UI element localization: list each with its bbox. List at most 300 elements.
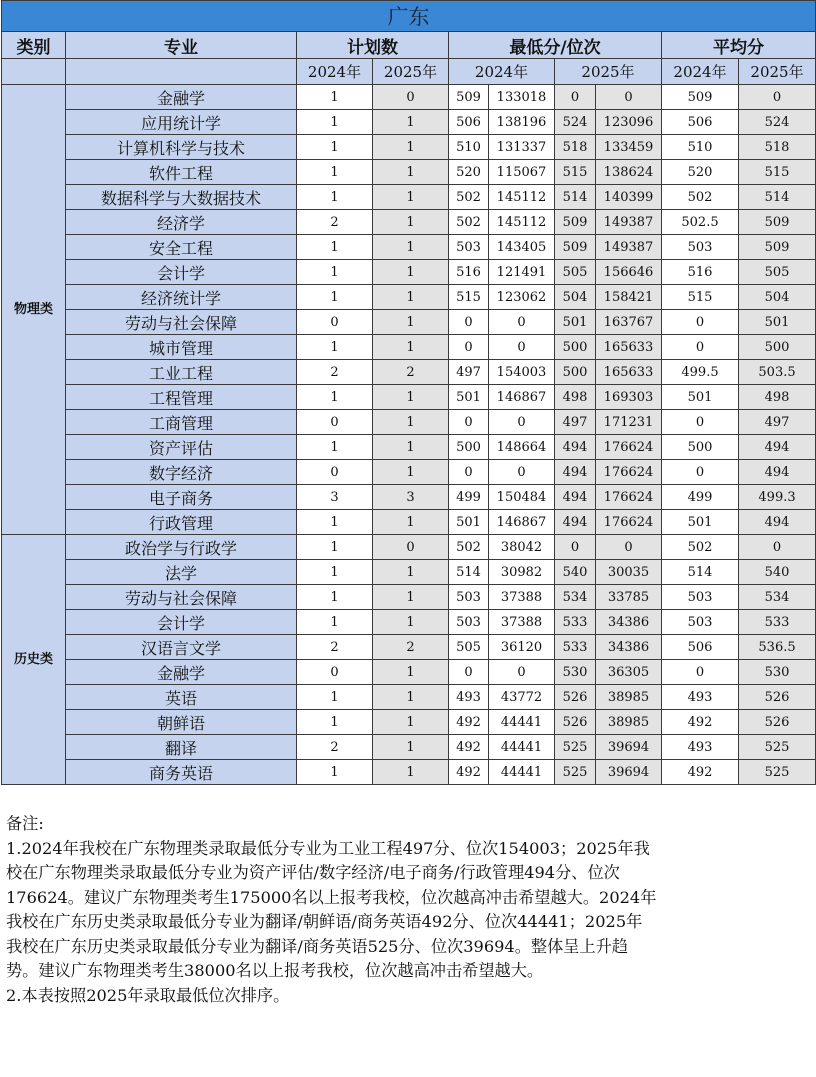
cell-plan-2025: 1 [373, 560, 449, 585]
header-min-score-rank: 最低分/位次 [449, 32, 662, 59]
cell-plan-2024: 0 [297, 310, 373, 335]
table-row [2, 260, 816, 285]
cell-min-score-2024: 0 [449, 335, 489, 360]
cell-min-rank-2025: 176624 [596, 510, 662, 535]
table-row [2, 185, 816, 210]
cell-plan-2025: 1 [373, 460, 449, 485]
cell-min-rank-2024: 138196 [489, 110, 555, 135]
cell-avg-2024: 0 [662, 310, 739, 335]
cell-plan-2024: 2 [297, 635, 373, 660]
cell-plan-2024: 1 [297, 585, 373, 610]
cell-major: 金融学 [66, 85, 297, 110]
table-title: 广东 [2, 1, 816, 32]
cell-min-score-2025: 494 [555, 460, 596, 485]
cell-avg-2024: 493 [662, 685, 739, 710]
table-row [2, 285, 816, 310]
cell-min-score-2024: 505 [449, 635, 489, 660]
cell-major: 英语 [66, 685, 297, 710]
cell-min-rank-2024: 145112 [489, 185, 555, 210]
cell-plan-2025: 2 [373, 635, 449, 660]
cell-major: 经济学 [66, 210, 297, 235]
cell-min-score-2024: 497 [449, 360, 489, 385]
cell-avg-2024: 514 [662, 560, 739, 585]
header-category: 类别 [2, 32, 66, 59]
cell-min-rank-2024: 0 [489, 660, 555, 685]
cell-min-score-2024: 0 [449, 410, 489, 435]
table-row [2, 160, 816, 185]
cell-min-rank-2024: 145112 [489, 210, 555, 235]
cell-plan-2024: 1 [297, 160, 373, 185]
cell-major: 数据科学与大数据技术 [66, 185, 297, 210]
cell-min-score-2024: 503 [449, 610, 489, 635]
cell-min-rank-2024: 0 [489, 310, 555, 335]
notes-line: 校在广东物理类录取最低分专业为资产评估/数字经济/电子商务/行政管理494分、位次 [6, 863, 620, 882]
category-cell: 物理类 [2, 85, 66, 535]
cell-plan-2024: 2 [297, 210, 373, 235]
cell-min-score-2025: 498 [555, 385, 596, 410]
cell-min-score-2025: 509 [555, 235, 596, 260]
cell-avg-2025: 501 [739, 310, 816, 335]
cell-min-score-2025: 515 [555, 160, 596, 185]
cell-avg-2024: 515 [662, 285, 739, 310]
header-major: 专业 [66, 32, 297, 59]
cell-avg-2024: 502 [662, 535, 739, 560]
table-row [2, 710, 816, 735]
subheader-blank [66, 59, 297, 85]
cell-plan-2025: 1 [373, 385, 449, 410]
cell-min-score-2025: 497 [555, 410, 596, 435]
cell-min-rank-2024: 30982 [489, 560, 555, 585]
cell-avg-2024: 499.5 [662, 360, 739, 385]
cell-min-score-2024: 502 [449, 185, 489, 210]
cell-avg-2025: 526 [739, 685, 816, 710]
cell-avg-2025: 497 [739, 410, 816, 435]
cell-min-score-2024: 509 [449, 85, 489, 110]
notes-line: 我校在广东历史类录取最低分专业为翻译/商务英语525分、位次39694。整体呈上升趋 [6, 936, 629, 956]
cell-major: 法学 [66, 560, 297, 585]
cell-min-score-2024: 514 [449, 560, 489, 585]
cell-min-rank-2025: 176624 [596, 435, 662, 460]
cell-min-rank-2024: 36120 [489, 635, 555, 660]
cell-min-rank-2024: 0 [489, 335, 555, 360]
cell-avg-2024: 0 [662, 660, 739, 685]
cell-min-rank-2024: 154003 [489, 360, 555, 385]
cell-min-score-2024: 503 [449, 585, 489, 610]
cell-avg-2025: 494 [739, 435, 816, 460]
cell-min-score-2025: 500 [555, 335, 596, 360]
cell-plan-2024: 0 [297, 660, 373, 685]
cell-major: 计算机科学与技术 [66, 135, 297, 160]
table-body [2, 1, 816, 785]
cell-avg-2025: 500 [739, 335, 816, 360]
cell-min-rank-2024: 121491 [489, 260, 555, 285]
cell-avg-2024: 506 [662, 635, 739, 660]
cell-min-score-2024: 0 [449, 460, 489, 485]
cell-min-score-2024: 501 [449, 510, 489, 535]
header-row [2, 32, 816, 59]
cell-min-rank-2025: 123096 [596, 110, 662, 135]
cell-min-score-2024: 492 [449, 710, 489, 735]
cell-min-rank-2024: 131337 [489, 135, 555, 160]
cell-min-score-2024: 499 [449, 485, 489, 510]
cell-min-rank-2024: 37388 [489, 585, 555, 610]
cell-min-rank-2025: 149387 [596, 210, 662, 235]
cell-avg-2024: 0 [662, 335, 739, 360]
cell-plan-2024: 0 [297, 460, 373, 485]
cell-min-score-2025: 533 [555, 635, 596, 660]
cell-plan-2024: 2 [297, 735, 373, 760]
cell-min-score-2025: 0 [555, 85, 596, 110]
cell-avg-2024: 503 [662, 235, 739, 260]
cell-min-rank-2025: 165633 [596, 360, 662, 385]
cell-min-rank-2025: 171231 [596, 410, 662, 435]
cell-avg-2025: 498 [739, 385, 816, 410]
cell-min-score-2024: 502 [449, 210, 489, 235]
notes-line: 势。建议广东物理类考生38000名以上报考我校，位次越高冲击希望越大。 [6, 961, 544, 980]
cell-avg-2024: 503 [662, 585, 739, 610]
cell-plan-2025: 1 [373, 135, 449, 160]
cell-plan-2024: 1 [297, 285, 373, 310]
cell-avg-2025: 530 [739, 660, 816, 685]
cell-min-rank-2025: 0 [596, 85, 662, 110]
cell-min-rank-2024: 133018 [489, 85, 555, 110]
cell-plan-2024: 1 [297, 560, 373, 585]
cell-avg-2025: 494 [739, 510, 816, 535]
cell-min-score-2024: 493 [449, 685, 489, 710]
cell-avg-2025: 533 [739, 610, 816, 635]
cell-min-score-2025: 501 [555, 310, 596, 335]
cell-min-rank-2024: 38042 [489, 535, 555, 560]
table-row [2, 735, 816, 760]
cell-plan-2025: 1 [373, 760, 449, 785]
table-row [2, 385, 816, 410]
notes-line: 2.本表按照2025年录取最低位次排序。 [6, 985, 290, 1005]
table-row [2, 760, 816, 785]
table-row [2, 635, 816, 660]
cell-plan-2025: 1 [373, 335, 449, 360]
table-row [2, 135, 816, 160]
cell-min-rank-2024: 148664 [489, 435, 555, 460]
table-row [2, 460, 816, 485]
cell-min-rank-2025: 38985 [596, 710, 662, 735]
category-cell: 历史类 [2, 535, 66, 785]
cell-plan-2024: 1 [297, 85, 373, 110]
cell-min-rank-2024: 150484 [489, 485, 555, 510]
table-row [2, 410, 816, 435]
cell-avg-2024: 502 [662, 185, 739, 210]
cell-avg-2024: 503 [662, 610, 739, 635]
cell-min-rank-2024: 146867 [489, 385, 555, 410]
header-plan: 计划数 [297, 32, 449, 59]
cell-min-rank-2025: 163767 [596, 310, 662, 335]
table-row [2, 585, 816, 610]
cell-plan-2025: 1 [373, 110, 449, 135]
cell-major: 电子商务 [66, 485, 297, 510]
cell-plan-2024: 1 [297, 335, 373, 360]
cell-min-score-2025: 504 [555, 285, 596, 310]
cell-min-score-2024: 0 [449, 310, 489, 335]
admission-table [1, 0, 816, 785]
cell-plan-2025: 1 [373, 660, 449, 685]
cell-avg-2025: 509 [739, 235, 816, 260]
cell-plan-2025: 1 [373, 185, 449, 210]
cell-avg-2025: 526 [739, 710, 816, 735]
cell-min-score-2025: 0 [555, 535, 596, 560]
cell-min-score-2024: 506 [449, 110, 489, 135]
cell-major: 劳动与社会保障 [66, 310, 297, 335]
cell-min-score-2025: 526 [555, 710, 596, 735]
cell-major: 城市管理 [66, 335, 297, 360]
cell-min-rank-2025: 0 [596, 535, 662, 560]
cell-min-rank-2025: 176624 [596, 460, 662, 485]
cell-min-rank-2025: 36305 [596, 660, 662, 685]
cell-min-score-2024: 492 [449, 735, 489, 760]
subheader-plan-2025: 2025年 [373, 59, 449, 85]
cell-min-rank-2025: 140399 [596, 185, 662, 210]
cell-major: 汉语言文学 [66, 635, 297, 660]
cell-avg-2024: 500 [662, 435, 739, 460]
cell-major: 朝鲜语 [66, 710, 297, 735]
cell-min-score-2025: 505 [555, 260, 596, 285]
cell-min-rank-2024: 0 [489, 410, 555, 435]
cell-min-rank-2024: 146867 [489, 510, 555, 535]
cell-avg-2025: 534 [739, 585, 816, 610]
title-row [2, 1, 816, 32]
cell-plan-2025: 0 [373, 535, 449, 560]
cell-avg-2024: 516 [662, 260, 739, 285]
table-row [2, 660, 816, 685]
table-row [2, 510, 816, 535]
cell-avg-2025: 503.5 [739, 360, 816, 385]
cell-min-score-2025: 525 [555, 735, 596, 760]
cell-major: 资产评估 [66, 435, 297, 460]
cell-plan-2025: 1 [373, 510, 449, 535]
cell-min-score-2025: 524 [555, 110, 596, 135]
cell-plan-2024: 1 [297, 760, 373, 785]
cell-min-rank-2025: 34386 [596, 635, 662, 660]
cell-major: 翻译 [66, 735, 297, 760]
cell-min-rank-2024: 44441 [489, 760, 555, 785]
cell-min-rank-2024: 123062 [489, 285, 555, 310]
cell-min-rank-2025: 149387 [596, 235, 662, 260]
subheader-min-2024: 2024年 [449, 59, 555, 85]
table-row [2, 310, 816, 335]
cell-min-score-2024: 515 [449, 285, 489, 310]
table-row [2, 435, 816, 460]
cell-major: 行政管理 [66, 510, 297, 535]
cell-avg-2024: 0 [662, 410, 739, 435]
cell-min-score-2025: 526 [555, 685, 596, 710]
cell-plan-2024: 1 [297, 260, 373, 285]
cell-plan-2025: 0 [373, 85, 449, 110]
table-row [2, 235, 816, 260]
cell-min-score-2024: 520 [449, 160, 489, 185]
cell-plan-2024: 1 [297, 535, 373, 560]
cell-major: 劳动与社会保障 [66, 585, 297, 610]
subheader-row [2, 59, 816, 85]
cell-avg-2024: 0 [662, 460, 739, 485]
cell-plan-2024: 1 [297, 685, 373, 710]
cell-plan-2025: 1 [373, 685, 449, 710]
cell-min-score-2024: 516 [449, 260, 489, 285]
cell-major: 经济统计学 [66, 285, 297, 310]
cell-plan-2024: 1 [297, 435, 373, 460]
cell-min-rank-2025: 38985 [596, 685, 662, 710]
table-row [2, 360, 816, 385]
cell-major: 工业工程 [66, 360, 297, 385]
cell-plan-2025: 1 [373, 310, 449, 335]
cell-major: 金融学 [66, 660, 297, 685]
cell-plan-2024: 1 [297, 235, 373, 260]
cell-avg-2025: 499.3 [739, 485, 816, 510]
cell-plan-2024: 1 [297, 385, 373, 410]
cell-min-rank-2025: 34386 [596, 610, 662, 635]
notes-line: 1.2024年我校在广东物理类录取最低分专业为工业工程497分、位次154003；2025年我 [6, 838, 650, 858]
cell-min-score-2025: 500 [555, 360, 596, 385]
table-row [2, 210, 816, 235]
cell-avg-2024: 509 [662, 85, 739, 110]
cell-avg-2024: 492 [662, 760, 739, 785]
cell-plan-2024: 1 [297, 110, 373, 135]
cell-plan-2025: 1 [373, 585, 449, 610]
subheader-blank [2, 59, 66, 85]
cell-min-rank-2025: 39694 [596, 735, 662, 760]
cell-plan-2025: 1 [373, 610, 449, 635]
cell-min-rank-2025: 133459 [596, 135, 662, 160]
cell-min-score-2025: 494 [555, 435, 596, 460]
cell-avg-2024: 501 [662, 510, 739, 535]
cell-plan-2024: 0 [297, 410, 373, 435]
cell-major: 政治学与行政学 [66, 535, 297, 560]
cell-major: 商务英语 [66, 760, 297, 785]
table-row [2, 85, 816, 110]
cell-avg-2024: 502.5 [662, 210, 739, 235]
cell-min-score-2025: 525 [555, 760, 596, 785]
cell-avg-2025: 0 [739, 535, 816, 560]
subheader-avg-2024: 2024年 [662, 59, 739, 85]
cell-min-rank-2024: 44441 [489, 735, 555, 760]
cell-major: 软件工程 [66, 160, 297, 185]
header-avg-score: 平均分 [662, 32, 816, 59]
cell-min-score-2025: 494 [555, 485, 596, 510]
table-row [2, 110, 816, 135]
cell-plan-2024: 1 [297, 710, 373, 735]
cell-min-rank-2025: 158421 [596, 285, 662, 310]
table-row [2, 335, 816, 360]
table-row [2, 560, 816, 585]
cell-major: 应用统计学 [66, 110, 297, 135]
cell-min-rank-2025: 156646 [596, 260, 662, 285]
table-row [2, 485, 816, 510]
notes-line: 我校在广东历史类录取最低分专业为翻译/朝鲜语/商务英语492分、位次44441；2025年 [6, 912, 643, 931]
cell-min-score-2024: 500 [449, 435, 489, 460]
cell-min-rank-2024: 43772 [489, 685, 555, 710]
cell-plan-2025: 2 [373, 360, 449, 385]
cell-avg-2024: 492 [662, 710, 739, 735]
cell-min-rank-2025: 33785 [596, 585, 662, 610]
cell-min-rank-2025: 176624 [596, 485, 662, 510]
cell-min-score-2025: 509 [555, 210, 596, 235]
cell-min-rank-2024: 37388 [489, 610, 555, 635]
cell-min-score-2024: 492 [449, 760, 489, 785]
admission-table-sheet [1, 0, 815, 785]
subheader-plan-2024: 2024年 [297, 59, 373, 85]
cell-plan-2025: 1 [373, 235, 449, 260]
cell-avg-2025: 525 [739, 760, 816, 785]
cell-avg-2025: 504 [739, 285, 816, 310]
cell-min-rank-2025: 165633 [596, 335, 662, 360]
cell-plan-2025: 1 [373, 285, 449, 310]
table-row [2, 535, 816, 560]
cell-major: 安全工程 [66, 235, 297, 260]
cell-major: 工程管理 [66, 385, 297, 410]
cell-avg-2025: 514 [739, 185, 816, 210]
cell-major: 工商管理 [66, 410, 297, 435]
cell-avg-2025: 518 [739, 135, 816, 160]
cell-major: 数字经济 [66, 460, 297, 485]
cell-avg-2025: 509 [739, 210, 816, 235]
cell-min-rank-2024: 0 [489, 460, 555, 485]
table-row [2, 610, 816, 635]
cell-avg-2025: 515 [739, 160, 816, 185]
cell-avg-2024: 506 [662, 110, 739, 135]
subheader-min-2025: 2025年 [555, 59, 662, 85]
table-row [2, 685, 816, 710]
cell-plan-2025: 1 [373, 210, 449, 235]
cell-min-score-2024: 502 [449, 535, 489, 560]
cell-avg-2024: 493 [662, 735, 739, 760]
cell-avg-2024: 510 [662, 135, 739, 160]
cell-avg-2025: 540 [739, 560, 816, 585]
cell-plan-2024: 1 [297, 610, 373, 635]
cell-min-score-2025: 514 [555, 185, 596, 210]
notes-line: 176624。建议广东物理类考生175000名以上报考我校，位次越高冲击希望越大。2024年 [6, 887, 657, 907]
cell-avg-2024: 499 [662, 485, 739, 510]
cell-plan-2025: 1 [373, 735, 449, 760]
cell-plan-2024: 2 [297, 360, 373, 385]
cell-major: 会计学 [66, 610, 297, 635]
cell-min-score-2025: 540 [555, 560, 596, 585]
cell-avg-2025: 505 [739, 260, 816, 285]
cell-min-rank-2025: 39694 [596, 760, 662, 785]
cell-plan-2025: 1 [373, 260, 449, 285]
cell-plan-2025: 3 [373, 485, 449, 510]
cell-plan-2024: 1 [297, 510, 373, 535]
cell-avg-2025: 0 [739, 85, 816, 110]
cell-major: 会计学 [66, 260, 297, 285]
cell-avg-2024: 520 [662, 160, 739, 185]
notes-heading: 备注: [6, 814, 44, 833]
cell-min-score-2025: 534 [555, 585, 596, 610]
cell-plan-2025: 1 [373, 710, 449, 735]
cell-min-rank-2024: 115067 [489, 160, 555, 185]
cell-min-rank-2025: 138624 [596, 160, 662, 185]
subheader-avg-2025: 2025年 [739, 59, 816, 85]
cell-min-rank-2024: 143405 [489, 235, 555, 260]
cell-plan-2024: 3 [297, 485, 373, 510]
notes-section [6, 812, 812, 1008]
cell-plan-2024: 1 [297, 185, 373, 210]
cell-min-score-2025: 518 [555, 135, 596, 160]
cell-min-rank-2025: 30035 [596, 560, 662, 585]
cell-min-score-2024: 503 [449, 235, 489, 260]
cell-min-score-2025: 530 [555, 660, 596, 685]
cell-min-score-2025: 494 [555, 510, 596, 535]
cell-plan-2025: 1 [373, 160, 449, 185]
cell-avg-2025: 536.5 [739, 635, 816, 660]
cell-min-score-2024: 501 [449, 385, 489, 410]
cell-avg-2025: 524 [739, 110, 816, 135]
